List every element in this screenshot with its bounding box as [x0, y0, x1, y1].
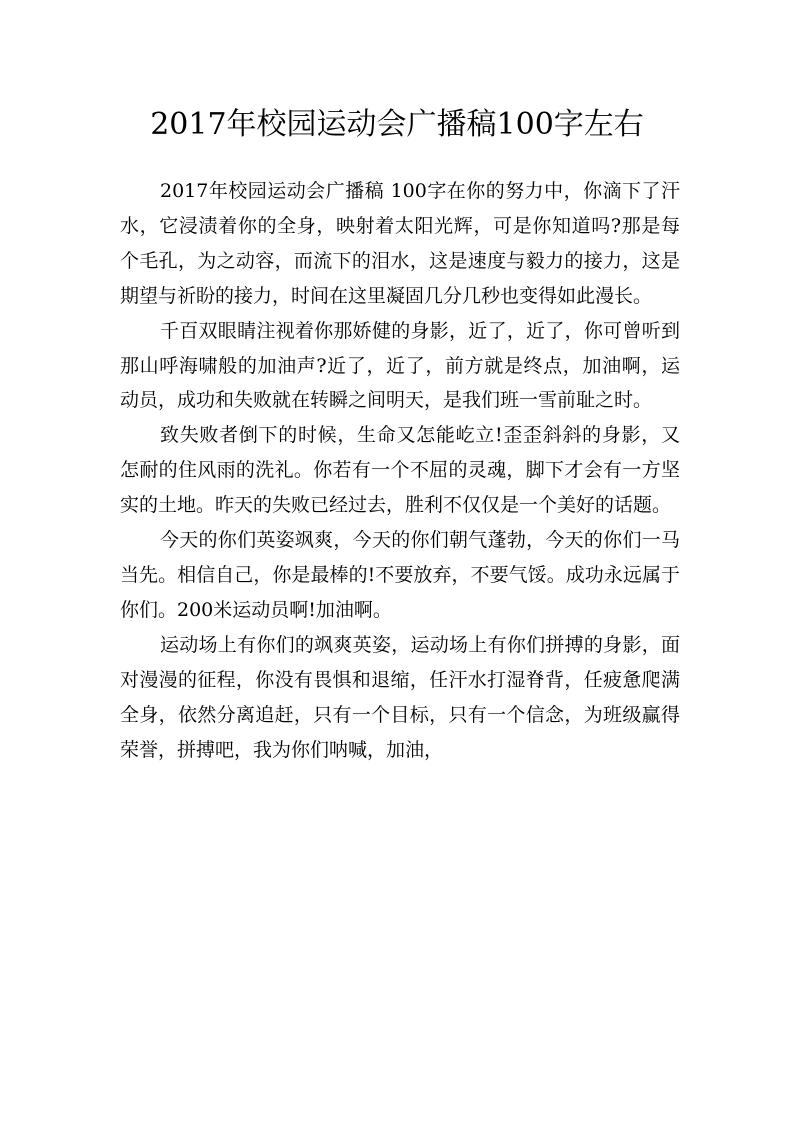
paragraph-3: 致失败者倒下的时候，生命又怎能屹立!歪歪斜斜的身影，又怎耐的住风雨的洗礼。你若有一个不屈的灵魂，脚下才会有一方坚实的土地。昨天的失败已经过去，胜利不仅仅是一个美好的话题。 — [120, 424, 680, 517]
document-title: 2017年校园运动会广播稿100字左右 — [150, 107, 644, 142]
paragraph-1: 2017年校园运动会广播稿 100字在你的努力中，你滴下了汗水，它浸渍着你的全身，映射着太阳光辉，可是你知道吗?那是每个毛孔，为之动容，而流下的泪水，这是速度与毅力的接力，这是期望与祈盼的接力，时间在这里凝固几分几秒也变得如此漫长。 — [120, 180, 680, 307]
document-body — [120, 174, 680, 767]
paragraph-4: 今天的你们英姿飒爽，今天的你们朝气蓬勃，今天的你们一马当先。相信自己，你是最棒的!不要放弃，不要气馁。成功永远属于你们。200米运动员啊!加油啊。 — [120, 529, 680, 621]
paragraph-2: 千百双眼睛注视着你那娇健的身影，近了，近了，你可曾听到那山呼海啸般的加油声?近了，近了，前方就是终点，加油啊，运动员，成功和失败就在转瞬之间明天，是我们班一雪前耻之时。 — [120, 319, 680, 412]
paragraph-5: 运动场上有你们的飒爽英姿，运动场上有你们拼搏的身影，面对漫漫的征程，你没有畏惧和退缩，任汗水打湿脊背，任疲惫爬满全身，依然分离追赶，只有一个目标，只有一个信念，为班级赢得荣誉，拼搏吧，我为你们呐喊，加油， — [120, 633, 680, 761]
